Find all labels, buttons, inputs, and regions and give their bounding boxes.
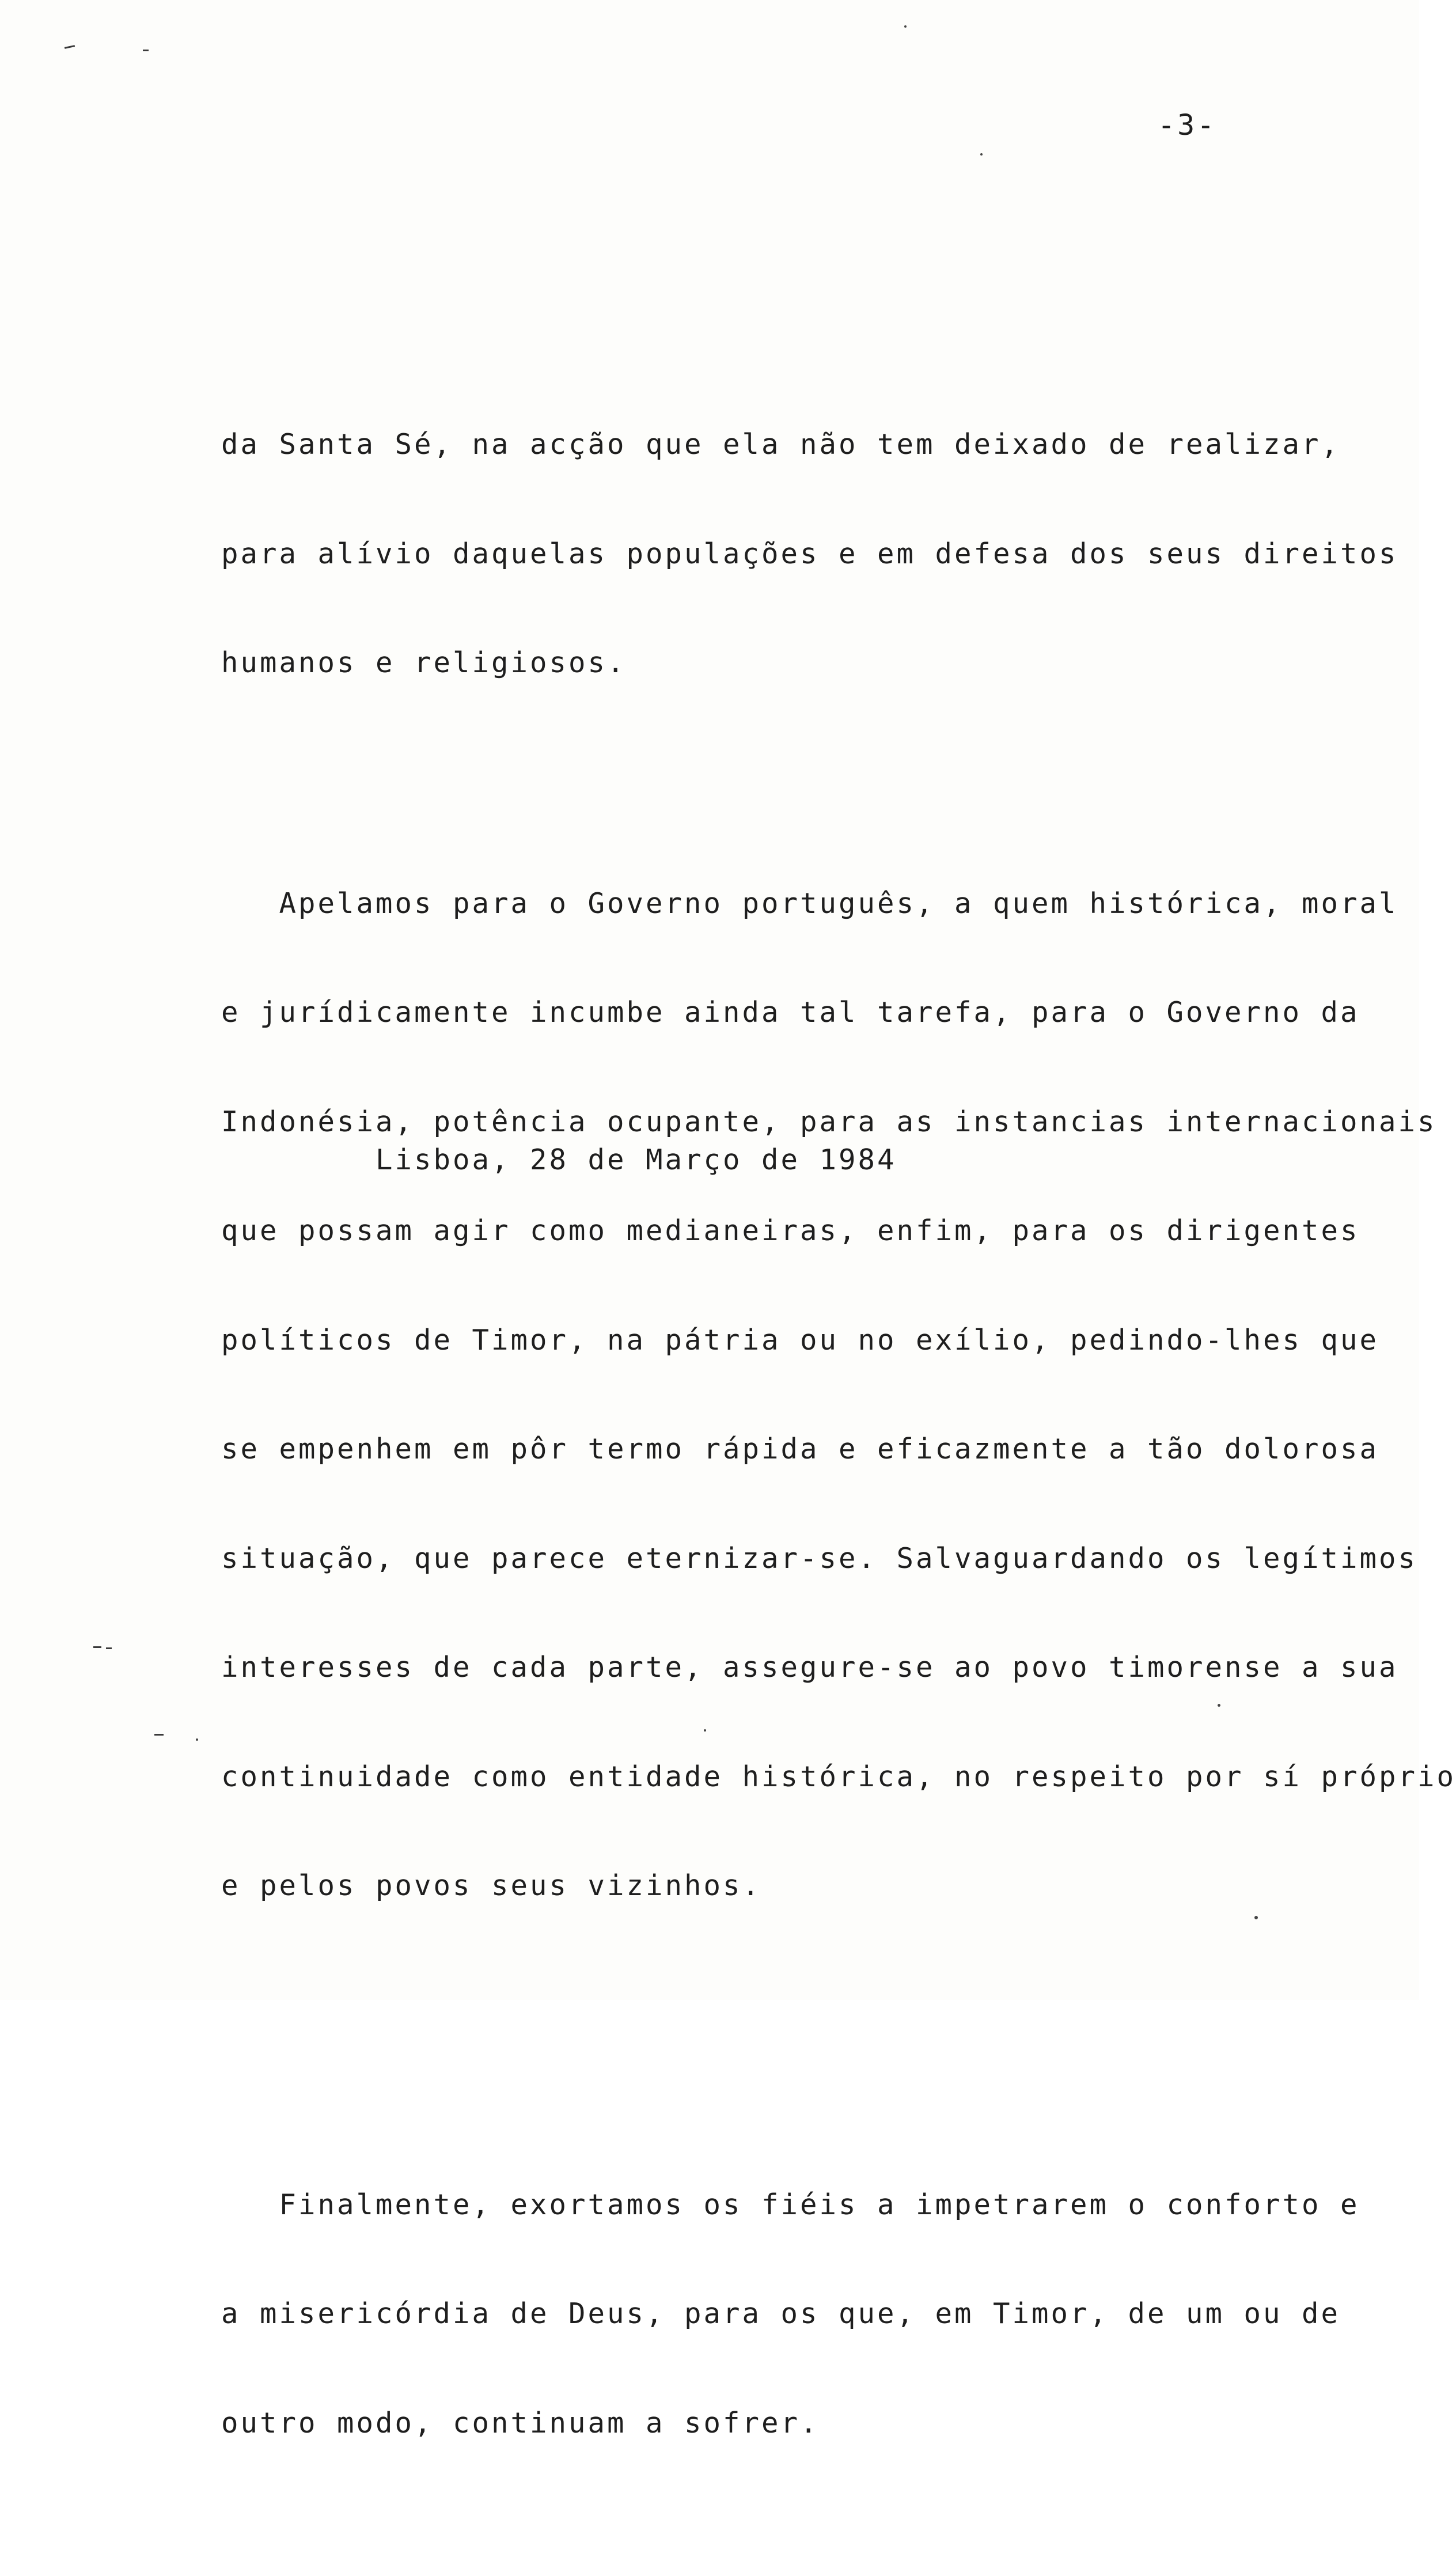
letter-body xyxy=(221,291,1456,2576)
text-line: situação, que parece eternizar-se. Salvaguardando os legítimos xyxy=(221,1541,1418,1575)
scan-mark xyxy=(93,1646,101,1648)
scan-speck xyxy=(980,153,983,156)
text-line: da Santa Sé, na acção que ela não tem deixado de realizar, xyxy=(221,428,1341,461)
paragraph xyxy=(221,816,1456,1973)
scan-speck xyxy=(196,1738,198,1741)
text-line: Finalmente, exortamos os fiéis a impetrarem o conforto e xyxy=(221,2188,1360,2221)
page-number: -3- xyxy=(1158,108,1217,142)
text-line: políticos de Timor, na pátria ou no exílio, pedindo-lhes que xyxy=(221,1323,1379,1357)
text-line: e pelos povos seus vizinhos. xyxy=(221,1869,762,1902)
paragraph xyxy=(221,2117,1373,2511)
text-line: humanos e religiosos. xyxy=(221,646,627,679)
text-line: Indonésia, potência ocupante, para as instancias internacionais xyxy=(221,1105,1437,1138)
text-line: continuidade como entidade histórica, no respeito por sí próprio xyxy=(221,1760,1456,1793)
text-line: e jurídicamente incumbe ainda tal tarefa, para o Governo da xyxy=(221,996,1360,1029)
text-line: interesses de cada parte, assegure-se ao povo timorense a sua xyxy=(221,1651,1398,1684)
scan-mark xyxy=(154,1734,164,1736)
scan-mark xyxy=(65,45,75,49)
scan-speck xyxy=(904,25,907,28)
text-line: outro modo, continuam a sofrer. xyxy=(221,2406,820,2439)
text-line: a misericórdia de Deus, para os que, em Timor, de um ou de xyxy=(221,2297,1341,2330)
paragraph-spacer xyxy=(221,2039,1373,2052)
text-line: que possam agir como medianeiras, enfim, para os dirigentes xyxy=(221,1214,1360,1247)
text-line: para alívio daquelas populações e em defesa dos seus direitos xyxy=(221,537,1398,570)
text-line: Apelamos para o Governo português, a quem histórica, moral xyxy=(221,887,1398,920)
paragraph xyxy=(221,357,1398,751)
scan-mark xyxy=(143,50,149,51)
scan-mark xyxy=(106,1647,112,1649)
text-line: se empenhem em pôr termo rápida e eficazmente a tão dolorosa xyxy=(221,1433,1379,1465)
place-and-date: Lisboa, 28 de Março de 1984 xyxy=(376,1143,897,1176)
